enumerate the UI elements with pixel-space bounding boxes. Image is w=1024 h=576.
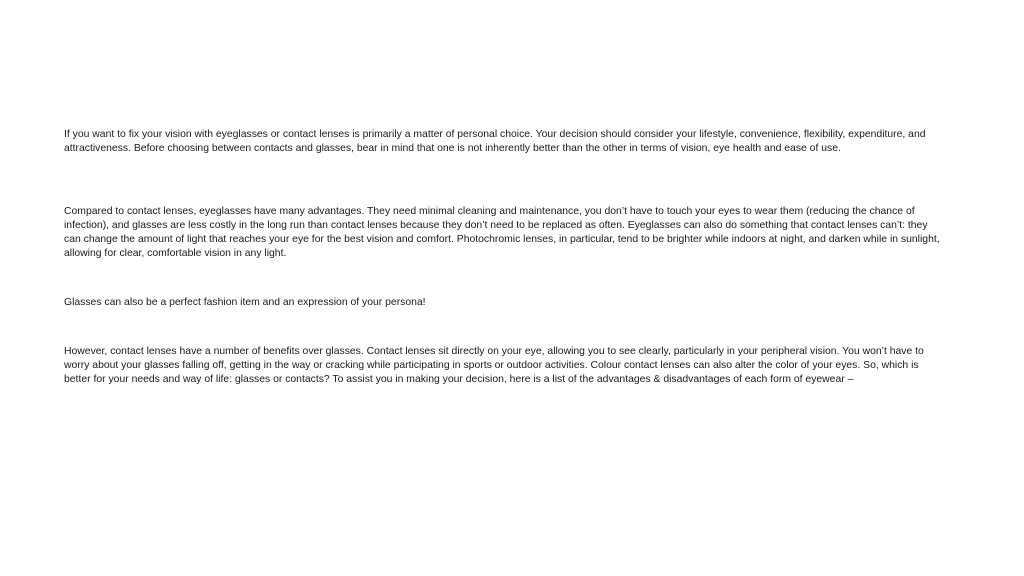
paragraph-intro: If you want to fix your vision with eyeglasses or contact lenses is primarily a matter of personal choice. Your decision should consider your lifestyle, convenience, flexibility, expenditure, and attractiveness. Before choosing between contacts and glasses, bear in mind that one is not inherently better than the other in terms of vision, eye health and ease of use. <box>64 129 926 154</box>
paragraph-eyeglasses-advantages: Compared to contact lenses, eyeglasses have many advantages. They need minimal cleaning and maintenance, you don’t have to touch your eyes to wear them (reducing the chance of infection), and glasses are less costly in the long run than contact lenses because they don’t need to be replaced as often. Eyeglasses can also do something that contact lenses can’t: they can change the amount of light that reaches your eye for the best vision and comfort. Photochromic lenses, in particular, tend to be brighter while indoors at night, and darken while in sunlight, allowing for clear, comfortable vision in any light. <box>64 206 940 259</box>
paragraph-contact-lenses-benefits: However, contact lenses have a number of benefits over glasses. Contact lenses sit directly on your eye, allowing you to see clearly, particularly in your peripheral vision. You won’t have to worry about your glasses falling off, getting in the way or cracking while participating in sports or outdoor activities. Colour contact lenses can also alter the color of your eyes. So, which is better for your needs and way of life: glasses or contacts? To assist you in making your decision, here is a list of the advantages & disadvantages of each form of eyewear – <box>64 346 924 385</box>
paragraph-fashion: Glasses can also be a perfect fashion item and an expression of your persona! <box>64 297 426 308</box>
